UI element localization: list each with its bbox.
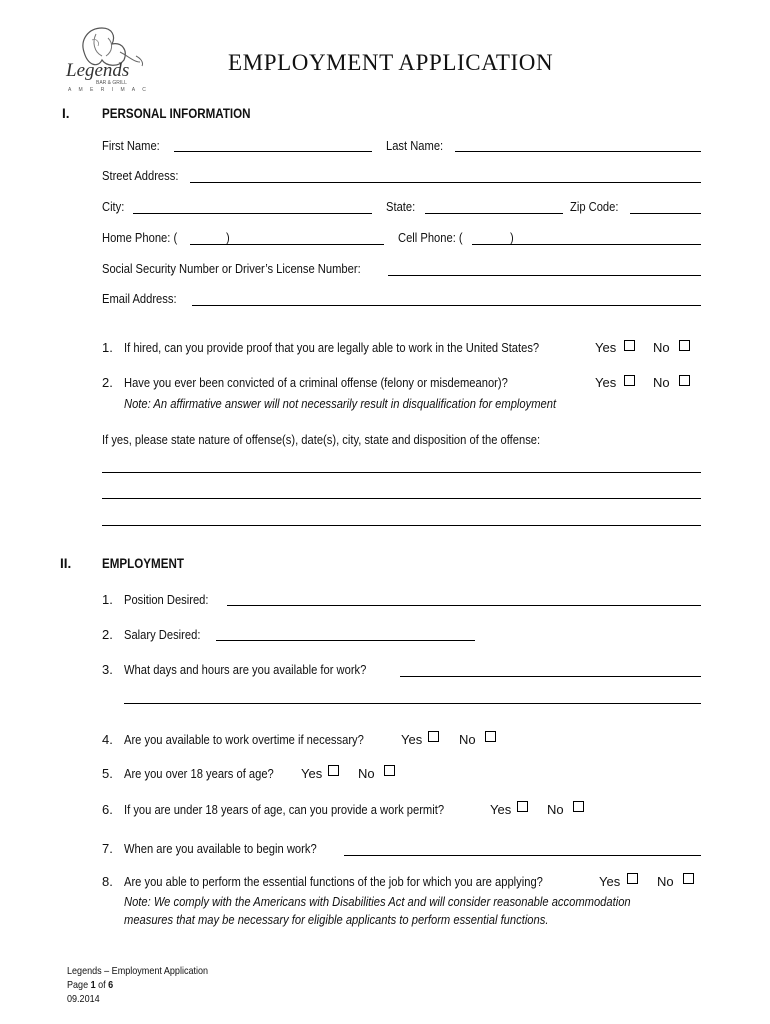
s2-q3-number: 3. (102, 662, 113, 677)
zip-code-label: Zip Code: (570, 199, 619, 214)
section-2-heading: EMPLOYMENT (102, 556, 184, 571)
s1-q2-note: Note: An affirmative answer will not necessarily result in disqualification for employment (124, 396, 557, 411)
logo-text: Legends (66, 60, 130, 81)
availability-field-1[interactable] (400, 676, 701, 677)
s2-q8-yes-label: Yes (599, 874, 621, 889)
logo-subtitle: BAR & GRILL (96, 80, 127, 86)
availability-label: What days and hours are you available for work? (124, 662, 367, 677)
street-address-field[interactable] (190, 182, 701, 183)
section-1-heading: PERSONAL INFORMATION (102, 106, 251, 121)
cell-phone-label: Cell Phone: ( (398, 230, 463, 245)
position-desired-label: Position Desired: (124, 592, 209, 607)
s1-q2-yes-checkbox[interactable] (624, 375, 635, 386)
s2-q5-text: Are you over 18 years of age? (124, 766, 274, 781)
s1-q1-yes-checkbox[interactable] (624, 340, 635, 351)
s2-q1-number: 1. (102, 592, 113, 607)
s2-q6-number: 6. (102, 802, 113, 817)
email-label: Email Address: (102, 291, 177, 306)
s1-q2-text: Have you ever been convicted of a criminal offense (felony or misdemeanor)? (124, 375, 508, 390)
home-phone-label: Home Phone: ( (102, 230, 178, 245)
section-2-numeral: II. (60, 556, 72, 571)
s2-q7-number: 7. (102, 841, 113, 856)
last-name-field[interactable] (455, 151, 701, 152)
s2-q5-yes-label: Yes (301, 766, 323, 781)
footer-date: 09.2014 (67, 993, 100, 1005)
offense-line-1[interactable] (102, 472, 701, 473)
footer-page-number: Page 1 of 6 (67, 979, 114, 991)
salary-desired-label: Salary Desired: (124, 627, 201, 642)
start-date-label: When are you available to begin work? (124, 841, 317, 856)
company-logo (62, 22, 172, 102)
page-title: EMPLOYMENT APPLICATION (228, 50, 554, 75)
offense-line-3[interactable] (102, 525, 701, 526)
s2-q4-yes-checkbox[interactable] (428, 731, 439, 742)
state-label: State: (386, 199, 416, 214)
offense-line-2[interactable] (102, 498, 701, 499)
state-field[interactable] (425, 213, 563, 214)
s2-q8-text: Are you able to perform the essential functions of the job for which you are applying? (124, 874, 543, 889)
s1-q1-no-checkbox[interactable] (679, 340, 690, 351)
s1-q2-number: 2. (102, 375, 113, 390)
logo-tagline: A M E R I M A C (68, 87, 149, 93)
s2-q6-text: If you are under 18 years of age, can you provide a work permit? (124, 802, 445, 817)
street-address-label: Street Address: (102, 168, 179, 183)
s2-q8-no-checkbox[interactable] (683, 873, 694, 884)
s2-q5-no-label: No (358, 766, 375, 781)
first-name-field[interactable] (174, 151, 372, 152)
s1-q2-no-checkbox[interactable] (679, 375, 690, 386)
s2-q5-yes-checkbox[interactable] (328, 765, 339, 776)
s2-q8-yes-checkbox[interactable] (627, 873, 638, 884)
s1-q1-no-label: No (653, 340, 670, 355)
position-desired-field[interactable] (227, 605, 701, 606)
first-name-label: First Name: (102, 138, 160, 153)
zip-code-field[interactable] (630, 213, 701, 214)
home-phone-close-paren: ) (226, 230, 230, 245)
s1-q2-no-label: No (653, 375, 670, 390)
s2-q4-no-checkbox[interactable] (485, 731, 496, 742)
s2-q6-yes-checkbox[interactable] (517, 801, 528, 812)
cell-phone-close-paren: ) (510, 230, 514, 245)
s1-q1-text: If hired, can you provide proof that you are legally able to work in the United States? (124, 340, 540, 355)
cell-phone-field[interactable] (472, 244, 701, 245)
s2-q8-no-label: No (657, 874, 674, 889)
home-phone-field[interactable] (190, 244, 384, 245)
s2-q5-no-checkbox[interactable] (384, 765, 395, 776)
s2-q6-no-label: No (547, 802, 564, 817)
s2-q4-text: Are you available to work overtime if necessary? (124, 732, 364, 747)
s2-q4-no-label: No (459, 732, 476, 747)
s1-q2-yes-label: Yes (595, 375, 617, 390)
city-label: City: (102, 199, 125, 214)
ssn-field[interactable] (388, 275, 701, 276)
availability-field-2[interactable] (124, 703, 701, 704)
city-field[interactable] (133, 213, 372, 214)
ssn-label: Social Security Number or Driver’s License Number: (102, 261, 361, 276)
s2-q8-note-line-1: Note: We comply with the Americans with Disabilities Act and will consider reasonable accommodation (124, 894, 631, 909)
s2-q5-number: 5. (102, 766, 113, 781)
s1-q1-number: 1. (102, 340, 113, 355)
s2-q2-number: 2. (102, 627, 113, 642)
s2-q4-yes-label: Yes (401, 732, 423, 747)
s2-q8-note-line-2: measures that may be necessary for eligible applicants to perform essential functions. (124, 912, 549, 927)
footer-document-name: Legends – Employment Application (67, 965, 209, 977)
email-field[interactable] (192, 305, 701, 306)
salary-desired-field[interactable] (216, 640, 475, 641)
s2-q4-number: 4. (102, 732, 113, 747)
s2-q6-no-checkbox[interactable] (573, 801, 584, 812)
start-date-field[interactable] (344, 855, 701, 856)
last-name-label: Last Name: (386, 138, 444, 153)
s1-q1-yes-label: Yes (595, 340, 617, 355)
footer (67, 964, 231, 1006)
section-1-numeral: I. (62, 106, 70, 121)
s2-q8-number: 8. (102, 874, 113, 889)
s2-q6-yes-label: Yes (490, 802, 512, 817)
offense-prompt: If yes, please state nature of offense(s), date(s), city, state and disposition of the offense: (102, 432, 541, 447)
